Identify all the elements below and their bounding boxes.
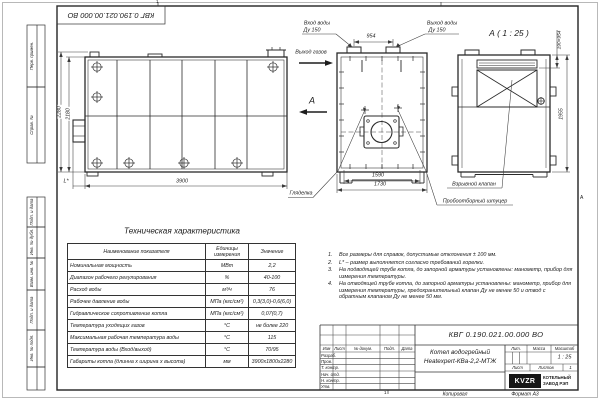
strip-label-perv-primen: Перв. примен.	[28, 41, 34, 71]
tech-table-header-row	[68, 244, 296, 260]
table-cell: °С	[206, 344, 249, 356]
table-row	[68, 308, 296, 320]
table-cell: 3900х1800х2280	[249, 356, 296, 368]
gas-outlet-label: Выход газов	[295, 49, 327, 56]
table-row	[68, 320, 296, 332]
dim-1955: 1955	[558, 108, 565, 120]
table-cell: Температура воды (Вход/выход)	[68, 344, 206, 356]
tech-header-name: Наименование показателя	[68, 244, 206, 260]
note-number: 4.	[328, 281, 333, 288]
rear-view-title: А ( 1 : 25 )	[489, 27, 529, 38]
table-cell: 70/95	[249, 344, 296, 356]
note-text: На подводящей трубе котла, до запорной арматуры установлены: манометр, прибор для измерения температуры.	[339, 267, 573, 280]
note-item	[328, 281, 574, 300]
factory-name-line2: ЗАВОД РЭП	[543, 381, 569, 386]
table-row	[68, 344, 296, 356]
strip-label-podp-data-2: Подп. и дата	[28, 296, 34, 324]
scale-value: 1 : 25	[557, 354, 572, 361]
table-cell: °С	[206, 320, 249, 332]
staff-row-tkontr: Т. контр.	[321, 365, 340, 371]
staff-row-razrab: Разраб.	[321, 352, 337, 358]
sheets-value: 1	[569, 364, 572, 370]
outlet-water-label: Выход воды	[426, 20, 458, 27]
rev-col-list: Лист	[334, 345, 345, 351]
table-cell: Номинальная мощность	[68, 260, 206, 272]
strip-label-vzam-inv: Взам. инв. №	[28, 260, 34, 288]
zone-mark-bottom: 1	[384, 390, 387, 395]
table-row	[68, 296, 296, 308]
table-cell: 2,2	[249, 260, 296, 272]
dim-3900: 3900	[176, 178, 188, 185]
table-cell: МВт	[206, 260, 249, 272]
staff-row-utv: Утв.	[321, 384, 331, 390]
footer-format-label: Формат А3	[511, 391, 539, 397]
table-cell: 40-100	[249, 272, 296, 284]
table-cell: 76	[249, 284, 296, 296]
tech-header-value: Значение	[249, 244, 296, 260]
tech-header-units: Единицы измерения	[206, 244, 249, 260]
staff-row-nachotd: Нач. отд.	[321, 371, 340, 377]
notes-list	[328, 252, 574, 301]
table-cell: 0,07(0,7)	[249, 308, 296, 320]
product-name-line2: Heatexpert-КВа-2,2-МТЖ	[423, 357, 497, 365]
dim-954: 954	[366, 33, 376, 40]
table-cell: не более 220	[249, 320, 296, 332]
note-item	[328, 260, 574, 266]
mass-label: Масса	[532, 345, 546, 351]
factory-name-line1: КОТЕЛЬНЫЙ	[543, 375, 571, 380]
dim-l-star: L*	[63, 178, 69, 185]
table-row	[68, 332, 296, 344]
section-letter: А	[308, 95, 316, 106]
note-number: 2.	[328, 259, 333, 266]
table-cell: °С	[206, 332, 249, 344]
footer-copy-label: Копировал	[442, 391, 468, 397]
strip-label-inv-dubl: Инв. № дубл.	[28, 228, 34, 256]
tech-table-title: Техническая характеристика	[124, 226, 240, 236]
scale-label: Масштаб	[554, 345, 575, 351]
strip-label-inv-podl: Инв. № подл.	[28, 334, 34, 362]
inlet-water-size: Ду 150	[303, 27, 321, 34]
note-text: L* – размер выполняется согласно требований горелки.	[339, 259, 485, 266]
table-cell: Габариты котла (длинна х ширина х высота)	[68, 356, 206, 368]
dim-2180: 2180	[65, 108, 72, 120]
table-cell: Максимальная рабочая температура воды	[68, 332, 206, 344]
strip-label-sprav-no: Справ. №	[28, 115, 34, 135]
rev-col-docnum: № докум.	[353, 345, 373, 351]
table-cell: Рабочее давление воды	[68, 296, 206, 308]
sheets-label: Листов	[538, 364, 554, 370]
outlet-water-size: Ду 150	[428, 27, 446, 34]
dim-2280: 2280	[56, 106, 63, 118]
table-cell: %	[206, 272, 249, 284]
zone-mark-top: 1	[156, 0, 159, 4]
table-cell: МПа (кгс/см²)	[206, 296, 249, 308]
table-cell: МПа (кгс/см²)	[206, 308, 249, 320]
zone-mark-right: А	[580, 195, 584, 201]
table-row	[68, 356, 296, 368]
top-doc-number: КВГ 0.190.021.00.000 ВО	[67, 10, 155, 20]
note-number: 3.	[328, 267, 333, 274]
sheet-label: Лист	[512, 364, 523, 370]
rev-col-data: Дата	[401, 345, 413, 351]
inlet-water-label: Вход воды	[303, 20, 331, 27]
table-cell: Гидравлическое сопротивление котла	[68, 308, 206, 320]
staff-row-prov: Пров.	[321, 358, 333, 364]
sampler-label: Пробоотборный штуцер	[442, 197, 508, 204]
table-cell: Диапазон рабочего регулирования	[68, 272, 206, 284]
dim-1730: 1730	[374, 181, 386, 188]
note-number: 1.	[328, 252, 333, 258]
sight-glass-label: Гляделка	[289, 190, 313, 197]
table-cell: 0,3(3,0)-0,6(6,0)	[249, 296, 296, 308]
dim-190x954: 190×954	[557, 30, 563, 50]
note-item	[328, 267, 574, 279]
note-text: Все размеры для справок, допустимые отклонения ± 100 мм.	[339, 252, 497, 258]
table-cell: м³/ч	[206, 284, 249, 296]
rev-col-podp: Подп.	[383, 345, 396, 351]
table-row	[68, 272, 296, 284]
table-row	[68, 260, 296, 272]
lit-label: Лит.	[511, 345, 521, 351]
table-cell: 115	[249, 332, 296, 344]
strip-label-podp-data-1: Подп. и дата	[28, 198, 34, 226]
table-row	[68, 284, 296, 296]
tech-table	[67, 243, 296, 368]
table-cell: Температура уходящих газов	[68, 320, 206, 332]
product-name-line1: Котел водогрейный	[430, 348, 490, 356]
titleblock-doc-number: КВГ 0.190.021.00.000 ВО	[448, 330, 544, 340]
dim-1590: 1590	[372, 172, 384, 179]
table-cell: мм	[206, 356, 249, 368]
note-item	[328, 252, 574, 258]
explosion-valve-label: Взрывной клапан	[452, 180, 496, 187]
note-text: На отводящей трубе котла, до запорной арматуры установлены: манометр, прибор для измерения температуры, предохранительный клапан Ду не менее 50 и отвод с обратным клапаном Ду не менее 50 мм.	[339, 281, 571, 300]
staff-row-nkontr: Н. контр.	[321, 377, 340, 383]
kvzr-logo: KVZR	[509, 374, 541, 388]
rev-col-izm: Изм	[322, 345, 331, 351]
table-cell: Расход воды	[68, 284, 206, 296]
